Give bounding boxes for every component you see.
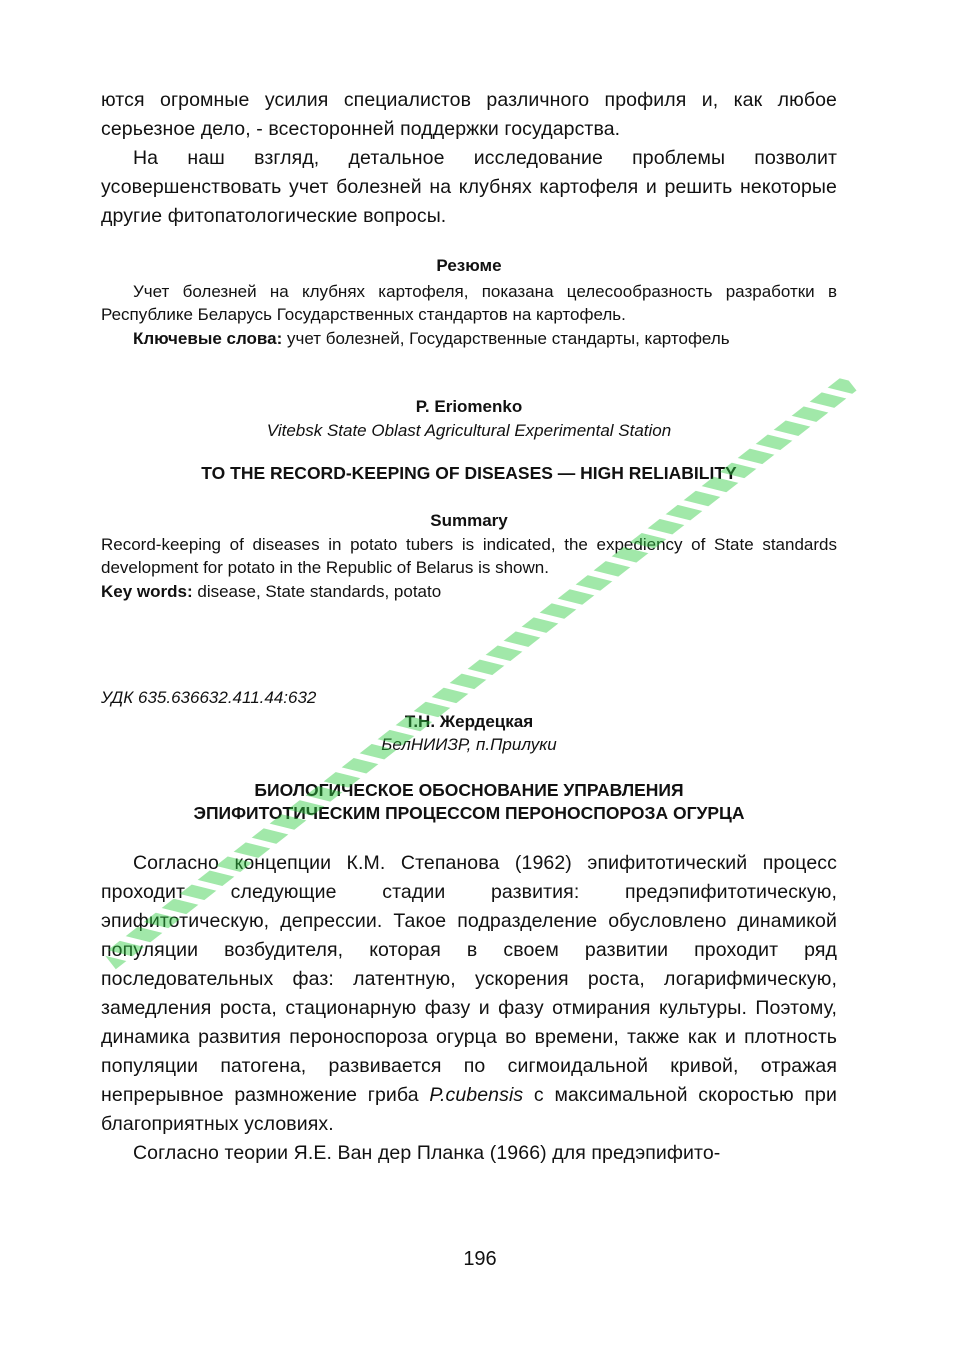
summary-text: Record-keeping of diseases in potato tubers is indicated, the expediency of State standards development for potato in the Republic of Belarus is shown. (101, 534, 837, 577)
english-title: TO THE RECORD-KEEPING OF DISEASES — HIGH RELIABILITY (201, 463, 737, 483)
article-header (101, 686, 837, 825)
resume-section (101, 254, 837, 350)
article-paragraph-1-end: с максимальной скоростью при благоприятных условиях. (101, 1084, 837, 1135)
resume-keywords-label: Ключевые слова: (133, 328, 283, 348)
article-paragraph-2: Согласно теории Я.Е. Ван дер Планка (1966) для предэпифито- (133, 1142, 721, 1164)
resume-keywords-text: учет болезней, Государственные стандарты, картофель (282, 328, 730, 348)
article-paragraph-1 (101, 849, 837, 1139)
intro-paragraph-1: ются огромные усилия специалистов различного профиля и, как любое серьезное дело, - всесторонней поддержки государства. (101, 89, 837, 140)
intro-section (101, 86, 837, 231)
english-keywords-label: Key words: (101, 581, 193, 601)
species-name: P.cubensis (429, 1084, 524, 1106)
english-abstract (101, 395, 837, 603)
article-title-line-1: БИОЛОГИЧЕСКОЕ ОБОСНОВАНИЕ УПРАВЛЕНИЯ (254, 779, 684, 800)
article-author: Т.Н. Жердецкая (404, 711, 534, 731)
resume-title: Резюме (436, 256, 502, 275)
article-affiliation: БелНИИЗР, п.Прилуки (381, 735, 557, 754)
article-title-line-2: ЭПИФИТОТИЧЕСКИМ ПРОЦЕССОМ ПЕРОНОСПОРОЗА ОГУРЦА (193, 802, 745, 823)
article-paragraph-1-start: Согласно концепции К.М. Степанова (1962) эпифитотический процесс проходит следующие стадии развития: предэпифитотическую, эпифитотическую, депрессии. Такое подразделение обусловлено динамикой популяции возбудителя, которая в своем развитии проходит ряд последовательных фаз: латентную, ускорения роста, логарифмическую, замедления роста, стационарную фазу и фазу отмирания культуры. Поэтому, динамика развития пероноспороза огурца во времени, также как и плотность популяции патогена, развивается по сигмоидальной кривой, отражая непрерывное размножение гриба (101, 852, 837, 1106)
intro-paragraph-2: На наш взгляд, детальное исследование проблемы позволит усовершенствовать учет болезней на клубнях картофеля и решить некоторые другие фитопатологические вопросы. (101, 147, 837, 227)
udk-code: УДК 635.636632.411.44:632 (101, 688, 317, 707)
resume-text: Учет болезней на клубнях картофеля, показана целесообразность разработки в Республике Беларусь Государственных стандартов на картофель. (101, 281, 837, 324)
resume-keywords (101, 327, 837, 351)
page-number: 196 (463, 1248, 497, 1270)
article-body (101, 849, 837, 1168)
english-author: P. Eriomenko (415, 397, 523, 416)
english-keywords-text: disease, State standards, potato (192, 581, 442, 601)
english-affiliation: Vitebsk State Oblast Agricultural Experimental Station (266, 420, 672, 440)
summary-title: Summary (430, 511, 508, 530)
english-keywords (101, 580, 837, 604)
